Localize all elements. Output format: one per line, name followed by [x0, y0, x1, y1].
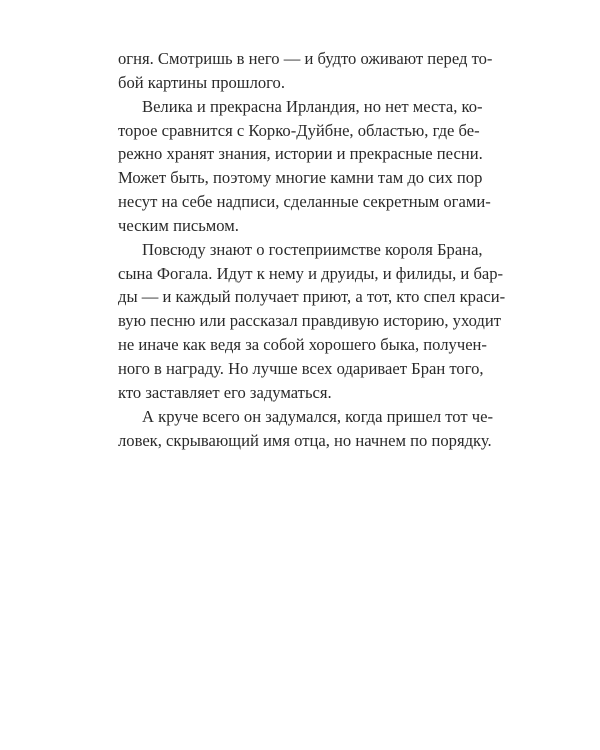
text-line: ды — и каждый получает приют, а тот, кто спел краси-: [118, 287, 506, 307]
paragraph-3: [118, 238, 506, 405]
text-line: ческим письмом.: [118, 215, 239, 235]
text-line: А круче всего он задумался, когда пришел тот че-: [142, 406, 494, 426]
text-line: не иначе как ведя за собой хорошего быка, получен-: [118, 335, 487, 355]
text-line: режно хранят знания, истории и прекрасные песни.: [118, 144, 483, 164]
text-line: сына Фогала. Идут к нему и друиды, и филиды, и бар-: [118, 263, 504, 283]
text-line: Повсюду знают о гостеприимстве короля Брана,: [142, 239, 483, 259]
text-line: торое сравнится с Корко-Дуйбне, областью, где бе-: [118, 120, 480, 140]
paragraph-1: [118, 47, 493, 95]
paragraph-2: [118, 95, 491, 238]
text-line: Может быть, поэтому многие камни там до сих пор: [118, 168, 483, 188]
text-line: огня. Смотришь в него — и будто оживают перед то-: [118, 49, 493, 68]
text-line: Велика и прекрасна Ирландия, но нет места, ко-: [142, 96, 483, 116]
book-page-text: [118, 47, 506, 452]
text-line: вую песню или рассказал правдивую историю, уходит: [118, 311, 502, 331]
text-line: бой картины прошлого.: [118, 72, 285, 92]
text-line: кто заставляет его задуматься.: [118, 382, 332, 402]
text-line: ловек, скрывающий имя отца, но начнем по порядку.: [118, 430, 492, 450]
text-line: ного в награду. Но лучше всех одаривает Бран того,: [118, 358, 484, 378]
paragraph-4: [118, 405, 494, 453]
text-line: несут на себе надписи, сделанные секретным огами-: [118, 192, 491, 212]
